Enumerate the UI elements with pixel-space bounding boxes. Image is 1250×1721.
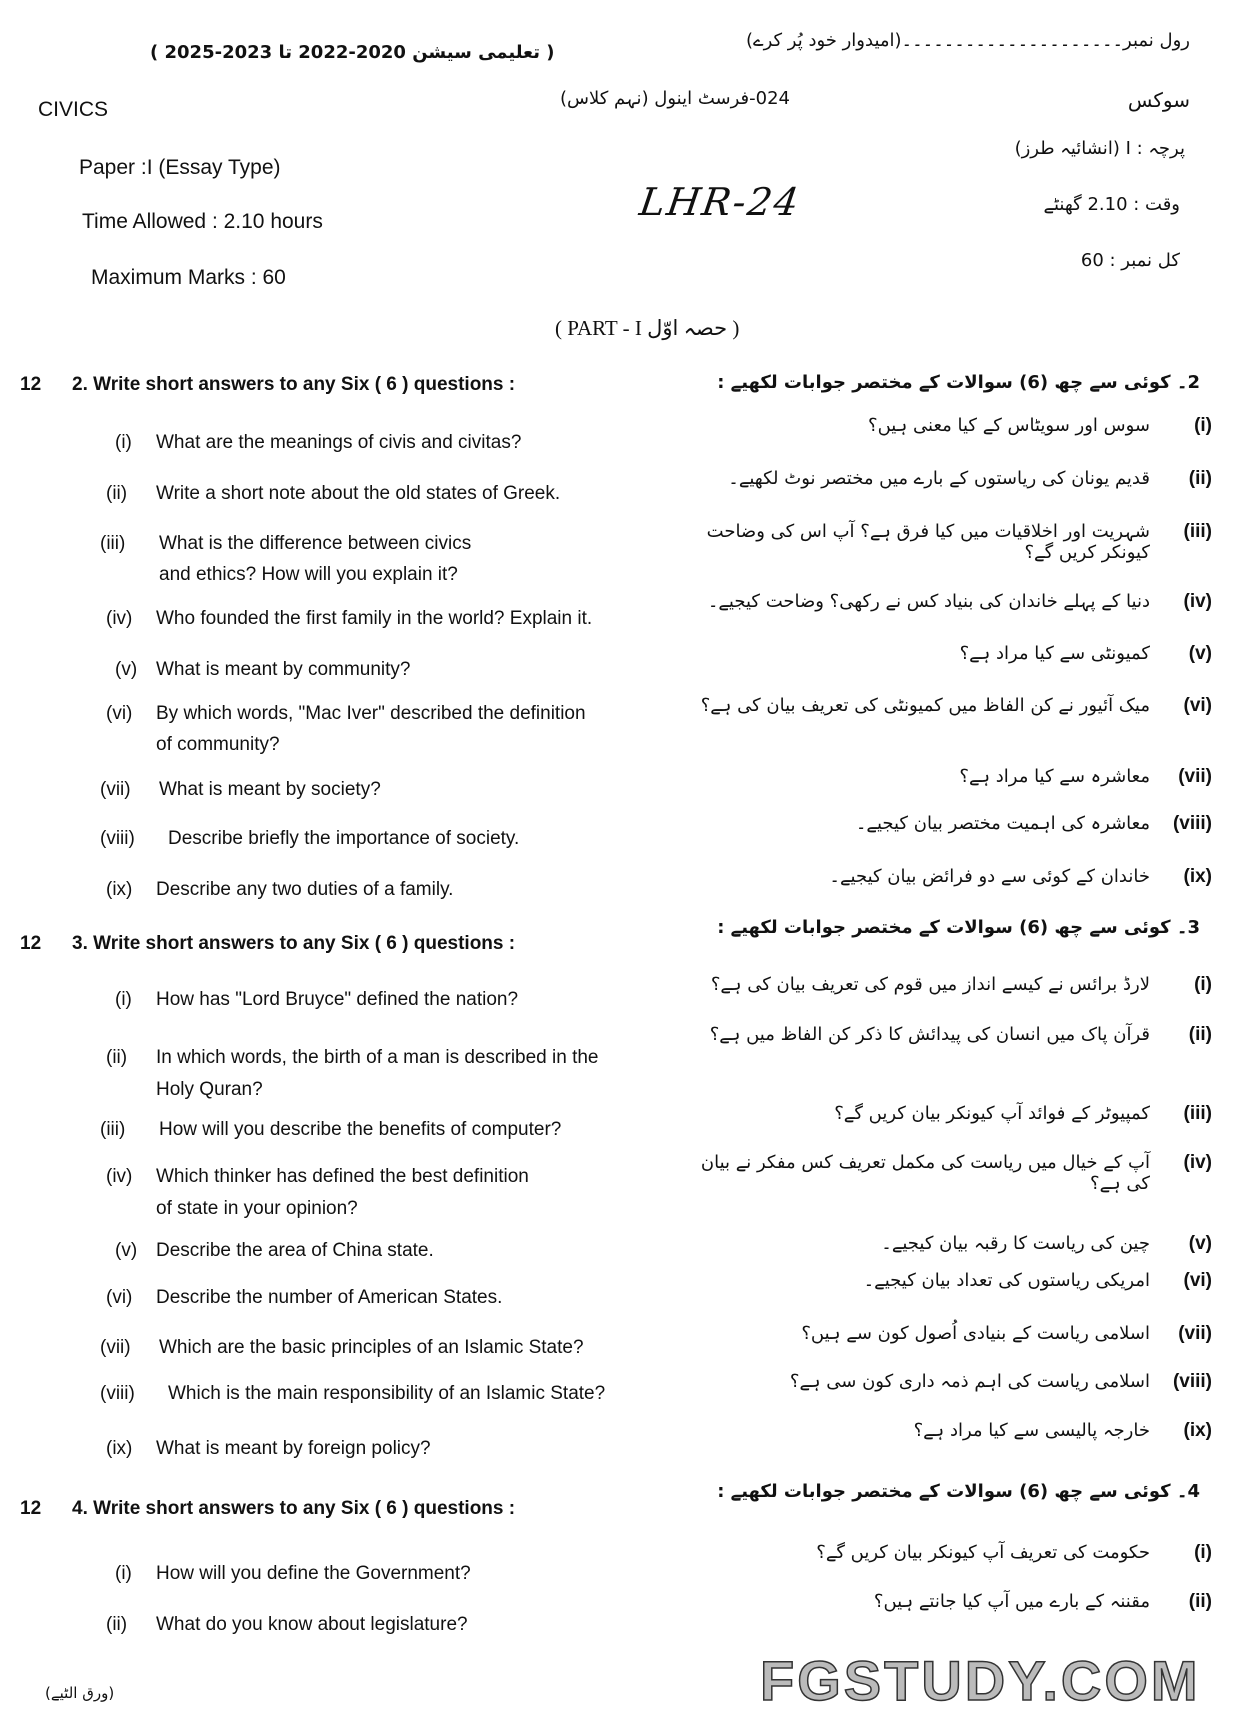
question-marks: 12 xyxy=(20,374,42,395)
turn-over-note: (ورق الٹیے) xyxy=(45,1684,115,1702)
question-heading-ur: 4۔ کوئی سے چھ (6) سوالات کے مختصر جوابات لکھیے : xyxy=(717,1481,1200,1502)
question-text-en: Describe the area of China state. xyxy=(156,1240,434,1261)
question-text-en: What is meant by foreign policy? xyxy=(156,1438,431,1459)
item-number: (ix) xyxy=(106,1438,133,1459)
item-number-ur: (i) xyxy=(1194,1542,1212,1563)
item-number: (i) xyxy=(115,1563,132,1584)
session-label: ( تعلیمی سیشن 2020-2022 تا 2023-2025 ) xyxy=(150,42,555,63)
item-number: (v) xyxy=(115,659,138,680)
item-number: (vi) xyxy=(106,703,133,724)
time-allowed-en: Time Allowed : 2.10 hours xyxy=(82,210,323,233)
item-number-ur: (vi) xyxy=(1183,1270,1212,1291)
item-number-ur: (i) xyxy=(1194,974,1212,995)
exam-title-ur: 024-فرسٹ اینول (نہم کلاس) xyxy=(560,88,790,109)
max-marks-ur: کل نمبر : 60 xyxy=(1080,250,1180,271)
max-marks-en: Maximum Marks : 60 xyxy=(91,266,286,289)
item-number-ur: (ii) xyxy=(1188,468,1212,489)
question-text-en: What is the difference between civics xyxy=(159,533,472,554)
item-number-ur: (ix) xyxy=(1183,866,1212,887)
question-text-ur: معاشرہ سے کیا مراد ہے؟ xyxy=(959,766,1150,787)
question-text-ur: کمپیوٹر کے فوائد آپ کیونکر بیان کریں گے؟ xyxy=(834,1103,1150,1124)
item-number: (ii) xyxy=(106,483,128,504)
question-text-en: of community? xyxy=(156,734,280,755)
item-number: (iii) xyxy=(100,533,126,554)
question-text-en: Which is the main responsibility of an Islamic State? xyxy=(168,1383,606,1404)
question-heading-en: 3. Write short answers to any Six ( 6 ) questions : xyxy=(72,933,516,954)
question-text-en: Describe briefly the importance of society. xyxy=(168,828,520,849)
watermark: FGSTUDY.COM xyxy=(760,1649,1201,1712)
item-number: (i) xyxy=(115,989,132,1010)
item-number: (ii) xyxy=(106,1614,128,1635)
item-number: (ix) xyxy=(106,879,133,900)
item-number: (ii) xyxy=(106,1047,128,1068)
question-text-ur: امریکی ریاستوں کی تعداد بیان کیجیے۔ xyxy=(863,1270,1150,1291)
question-text-ur: میک آئیور نے کن الفاظ میں کمیونٹی کی تعریف بیان کی ہے؟ xyxy=(700,695,1150,716)
item-number: (iv) xyxy=(106,1166,133,1187)
question-text-en: What is meant by community? xyxy=(156,659,411,680)
item-number: (viii) xyxy=(100,1383,135,1404)
question-text-ur: آپ کے خیال میں ریاست کی مکمل تعریف کس مفکر نے بیان کی ہے؟ xyxy=(700,1152,1150,1194)
subject-ur: سوکس xyxy=(1127,88,1190,112)
question-text-ur: خارجہ پالیسی سے کیا مراد ہے؟ xyxy=(913,1420,1150,1441)
roll-number-field: رول نمبر۔۔۔۔۔۔۔۔۔۔۔۔۔۔۔۔۔۔۔۔۔(امیدوار خود پُر کرے) xyxy=(746,30,1190,51)
item-number-ur: (vi) xyxy=(1183,695,1212,716)
item-number: (iv) xyxy=(106,608,133,629)
item-number-ur: (ix) xyxy=(1183,1420,1212,1441)
question-text-ur: چین کی ریاست کا رقبہ بیان کیجیے۔ xyxy=(881,1233,1150,1254)
question-text-en: Which thinker has defined the best definition xyxy=(156,1166,529,1187)
item-number-ur: (i) xyxy=(1194,415,1212,436)
question-text-en: Write a short note about the old states of Greek. xyxy=(156,483,561,504)
item-number-ur: (ii) xyxy=(1188,1024,1212,1045)
item-number-ur: (iii) xyxy=(1183,1103,1212,1124)
question-text-en: Who founded the first family in the world? Explain it. xyxy=(156,608,593,629)
item-number: (vii) xyxy=(100,1337,131,1358)
question-text-en: Holy Quran? xyxy=(156,1079,263,1100)
time-allowed-ur: وقت : 2.10 گھنٹے xyxy=(1043,194,1180,215)
question-text-en: How will you describe the benefits of computer? xyxy=(159,1119,562,1140)
question-heading-ur: 3۔ کوئی سے چھ (6) سوالات کے مختصر جوابات لکھیے : xyxy=(717,917,1200,938)
item-number-ur: (iii) xyxy=(1183,521,1212,542)
question-text-ur: اسلامی ریاست کے بنیادی اُصول کون سے ہیں؟ xyxy=(801,1323,1150,1344)
item-number: (vii) xyxy=(100,779,131,800)
question-text-en: What is meant by society? xyxy=(159,779,381,800)
item-number-ur: (viii) xyxy=(1172,1371,1212,1392)
item-number-ur: (vii) xyxy=(1178,766,1212,787)
question-text-en: Describe any two duties of a family. xyxy=(156,879,454,900)
item-number-ur: (vii) xyxy=(1178,1323,1212,1344)
question-heading-en: 4. Write short answers to any Six ( 6 ) questions : xyxy=(72,1498,516,1519)
item-number-ur: (v) xyxy=(1188,643,1212,664)
question-text-ur: قدیم یونان کی ریاستوں کے بارے میں مختصر نوٹ لکھیے۔ xyxy=(728,468,1150,489)
question-marks: 12 xyxy=(20,1498,42,1519)
question-text-ur: لارڈ برائس نے کیسے انداز میں قوم کی تعریف بیان کی ہے؟ xyxy=(710,974,1150,995)
item-number: (vi) xyxy=(106,1287,133,1308)
question-text-ur: قرآن پاک میں انسان کی پیدائش کا ذکر کن الفاظ میں ہے؟ xyxy=(709,1024,1150,1045)
question-text-en: of state in your opinion? xyxy=(156,1198,358,1219)
question-text-ur: کمیونٹی سے کیا مراد ہے؟ xyxy=(959,643,1150,664)
question-text-en: Describe the number of American States. xyxy=(156,1287,503,1308)
question-text-en: and ethics? How will you explain it? xyxy=(159,564,458,585)
item-number-ur: (iv) xyxy=(1183,1152,1212,1173)
question-text-en: By which words, "Mac Iver" described the definition xyxy=(156,703,586,724)
paper-ur: پرچہ : I (انشائیہ طرز) xyxy=(1014,138,1185,159)
question-text-ur: خاندان کے کوئی سے دو فرائض بیان کیجیے۔ xyxy=(829,866,1150,887)
item-number-ur: (v) xyxy=(1188,1233,1212,1254)
question-text-ur: اسلامی ریاست کی اہم ذمہ داری کون سی ہے؟ xyxy=(789,1371,1150,1392)
item-number-ur: (viii) xyxy=(1172,813,1212,834)
item-number-ur: (iv) xyxy=(1183,591,1212,612)
part-heading: ( PART - I حصہ اوّل ) xyxy=(555,316,740,340)
question-heading-en: 2. Write short answers to any Six ( 6 ) questions : xyxy=(72,374,516,395)
question-text-ur: شہریت اور اخلاقیات میں کیا فرق ہے؟ آپ اس کی وضاحت کیونکر کریں گے؟ xyxy=(706,521,1150,563)
item-number: (iii) xyxy=(100,1119,126,1140)
question-text-ur: معاشرہ کی اہمیت مختصر بیان کیجیے۔ xyxy=(855,813,1150,834)
question-text-en: Which are the basic principles of an Islamic State? xyxy=(159,1337,584,1358)
question-text-ur: مقننہ کے بارے میں آپ کیا جانتے ہیں؟ xyxy=(873,1591,1150,1612)
subject-en: CIVICS xyxy=(38,98,109,121)
question-marks: 12 xyxy=(20,933,42,954)
question-text-en: How will you define the Government? xyxy=(156,1563,471,1584)
item-number: (i) xyxy=(115,432,132,453)
handwritten-code: LHR-24 xyxy=(636,180,804,224)
item-number: (viii) xyxy=(100,828,135,849)
item-number-ur: (ii) xyxy=(1188,1591,1212,1612)
question-text-ur: حکومت کی تعریف آپ کیونکر بیان کریں گے؟ xyxy=(816,1542,1150,1563)
question-text-ur: سوس اور سویٹاس کے کیا معنی ہیں؟ xyxy=(868,415,1150,436)
item-number: (v) xyxy=(115,1240,138,1261)
question-text-en: How has "Lord Bruyce" defined the nation? xyxy=(156,989,519,1010)
question-text-en: What are the meanings of civis and civitas? xyxy=(156,432,522,453)
paper-en: Paper :I (Essay Type) xyxy=(79,156,281,179)
question-heading-ur: 2۔ کوئی سے چھ (6) سوالات کے مختصر جوابات لکھیے : xyxy=(717,372,1200,393)
question-text-en: What do you know about legislature? xyxy=(156,1614,468,1635)
question-text-en: In which words, the birth of a man is described in the xyxy=(156,1047,599,1068)
question-text-ur: دنیا کے پہلے خاندان کی بنیاد کس نے رکھی؟ وضاحت کیجیے۔ xyxy=(707,591,1150,612)
